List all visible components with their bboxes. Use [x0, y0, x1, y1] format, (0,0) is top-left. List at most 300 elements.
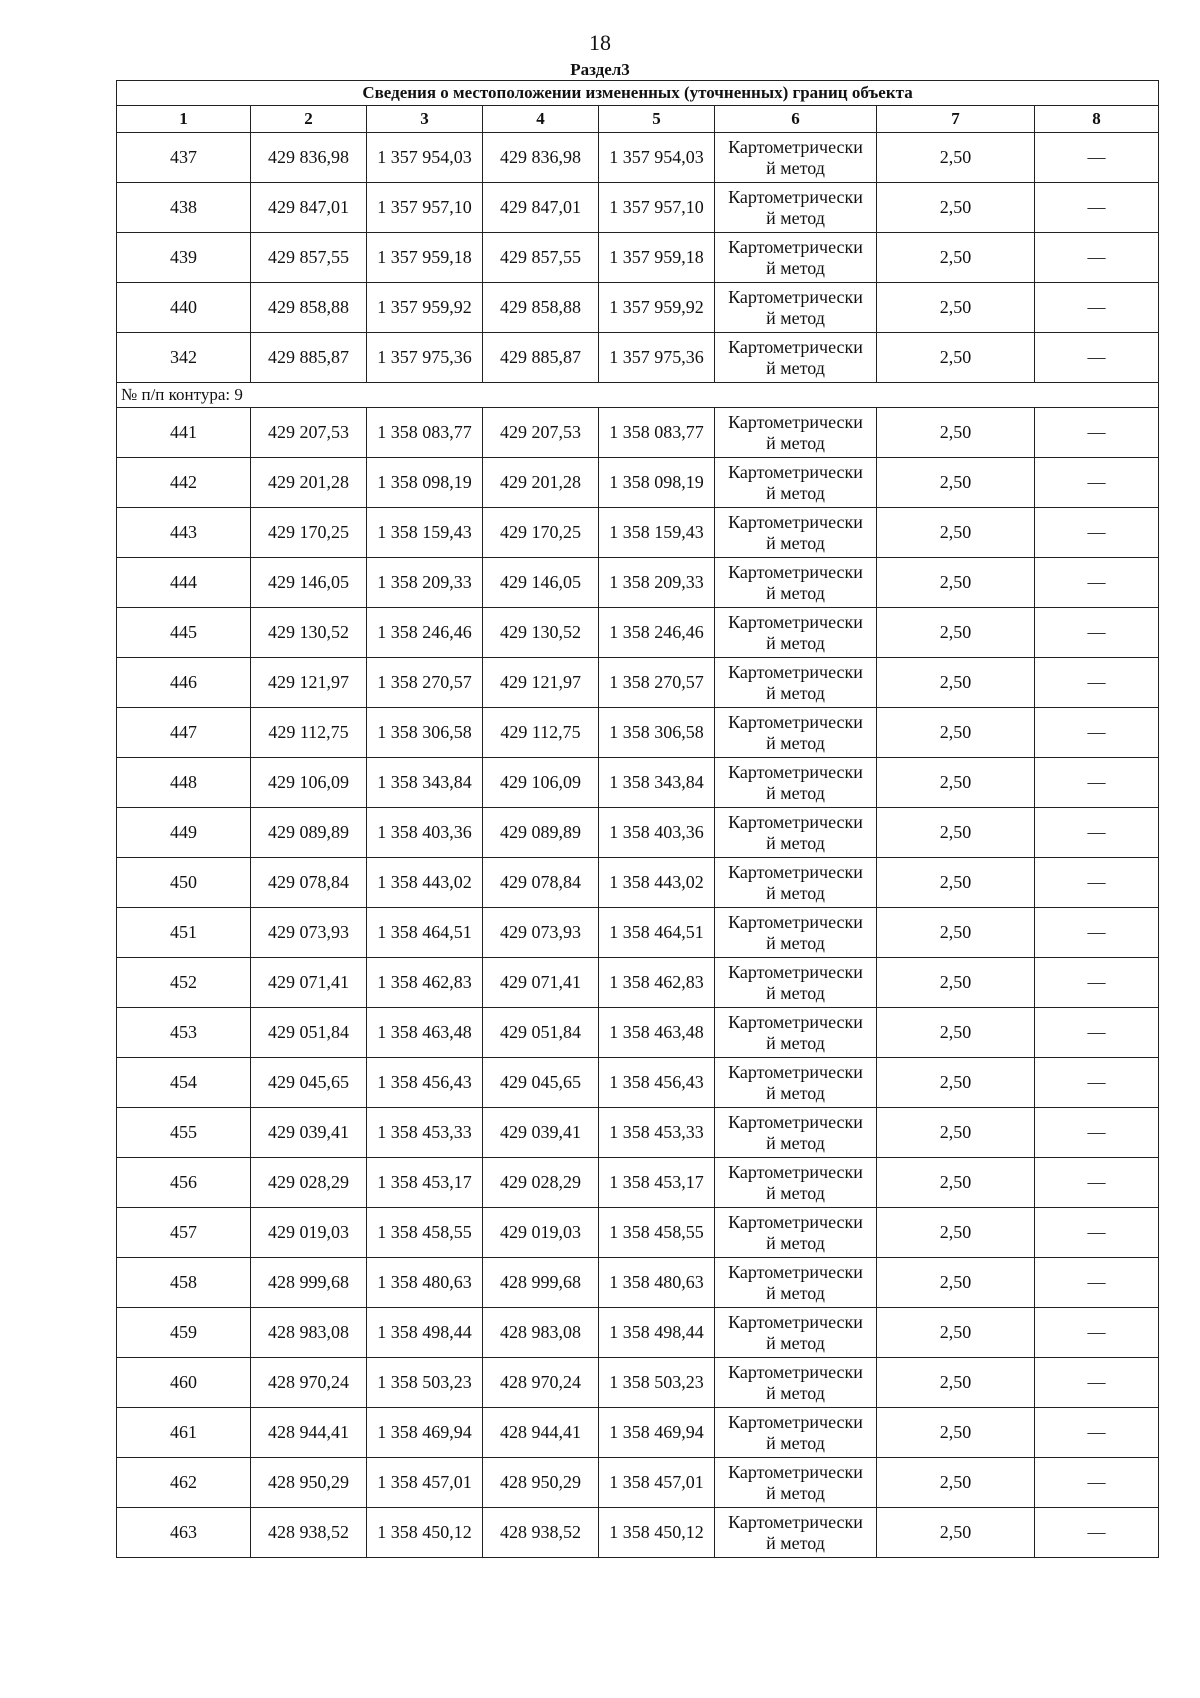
table-cell: 2,50 — [877, 233, 1035, 283]
table-cell: 1 358 343,84 — [367, 758, 483, 808]
table-cell: 2,50 — [877, 508, 1035, 558]
point-number-cell: 458 — [117, 1258, 251, 1308]
column-header: 1 — [117, 106, 251, 133]
point-number-cell: 450 — [117, 858, 251, 908]
table-cell: 1 358 343,84 — [599, 758, 715, 808]
boundary-coordinates-table — [116, 80, 1159, 1558]
table-cell: 429 039,41 — [483, 1108, 599, 1158]
method-text-line1: Картометрически — [728, 1061, 863, 1082]
method-text-line2: й метод — [766, 257, 825, 278]
point-number-cell: 443 — [117, 508, 251, 558]
table-cell: 429 857,55 — [483, 233, 599, 283]
table-cell: 1 357 957,10 — [367, 183, 483, 233]
table-cell: 429 858,88 — [483, 283, 599, 333]
table-cell: 429 051,84 — [483, 1008, 599, 1058]
method-text-line2: й метод — [766, 932, 825, 953]
table-row — [117, 608, 1159, 658]
method-cell — [715, 1008, 877, 1058]
table-cell: 428 950,29 — [251, 1458, 367, 1508]
table-row — [117, 183, 1159, 233]
point-number-cell: 445 — [117, 608, 251, 658]
method-text-line2: й метод — [766, 732, 825, 753]
table-row — [117, 958, 1159, 1008]
table-cell: 429 071,41 — [251, 958, 367, 1008]
table-cell: 429 836,98 — [483, 133, 599, 183]
table-cell: 1 358 498,44 — [367, 1308, 483, 1358]
table-cell: — — [1035, 1358, 1159, 1408]
table-cell: 1 358 503,23 — [367, 1358, 483, 1408]
table-cell: 1 358 462,83 — [599, 958, 715, 1008]
table-cell: 1 358 246,46 — [599, 608, 715, 658]
point-number-cell: 449 — [117, 808, 251, 858]
table-cell: 429 858,88 — [251, 283, 367, 333]
table-cell: 428 944,41 — [251, 1408, 367, 1458]
table-cell: — — [1035, 1408, 1159, 1458]
point-number-cell: 460 — [117, 1358, 251, 1408]
method-text-line2: й метод — [766, 832, 825, 853]
method-cell — [715, 708, 877, 758]
table-row — [117, 1508, 1159, 1558]
point-number-cell: 462 — [117, 1458, 251, 1508]
point-number-cell: 453 — [117, 1008, 251, 1058]
table-cell: 429 051,84 — [251, 1008, 367, 1058]
table-row — [117, 1158, 1159, 1208]
method-cell — [715, 1458, 877, 1508]
table-cell: 1 358 450,12 — [599, 1508, 715, 1558]
table-cell: — — [1035, 1258, 1159, 1308]
table-cell: 1 358 503,23 — [599, 1358, 715, 1408]
method-text-line2: й метод — [766, 1282, 825, 1303]
method-cell — [715, 1358, 877, 1408]
table-cell: — — [1035, 758, 1159, 808]
method-cell — [715, 333, 877, 383]
method-text-line1: Картометрически — [728, 1311, 863, 1332]
method-text-line1: Картометрически — [728, 1511, 863, 1532]
method-cell — [715, 408, 877, 458]
table-row — [117, 333, 1159, 383]
table-cell: 1 358 443,02 — [367, 858, 483, 908]
table-cell: 429 857,55 — [251, 233, 367, 283]
method-text-line1: Картометрически — [728, 711, 863, 732]
table-cell: 1 358 458,55 — [599, 1208, 715, 1258]
table-row — [117, 458, 1159, 508]
table-cell: — — [1035, 1158, 1159, 1208]
table-cell: — — [1035, 1508, 1159, 1558]
table-row — [117, 1358, 1159, 1408]
table-row — [117, 1008, 1159, 1058]
table-cell: — — [1035, 708, 1159, 758]
table-cell: 2,50 — [877, 1458, 1035, 1508]
column-header: 5 — [599, 106, 715, 133]
table-cell: 429 019,03 — [483, 1208, 599, 1258]
table-row — [117, 1458, 1159, 1508]
table-cell: 1 358 306,58 — [367, 708, 483, 758]
method-text-line2: й метод — [766, 1432, 825, 1453]
table-cell: — — [1035, 1108, 1159, 1158]
table-cell: 429 112,75 — [483, 708, 599, 758]
table-cell: 2,50 — [877, 1208, 1035, 1258]
table-cell: 1 358 463,48 — [599, 1008, 715, 1058]
table-cell: 429 885,87 — [251, 333, 367, 383]
method-text-line2: й метод — [766, 782, 825, 803]
table-cell: — — [1035, 458, 1159, 508]
method-text-line1: Картометрически — [728, 1411, 863, 1432]
method-cell — [715, 908, 877, 958]
point-number-cell: 438 — [117, 183, 251, 233]
table-cell: 1 357 954,03 — [599, 133, 715, 183]
point-number-cell: 447 — [117, 708, 251, 758]
method-text-line1: Картометрически — [728, 611, 863, 632]
table-cell: — — [1035, 283, 1159, 333]
column-header: 2 — [251, 106, 367, 133]
table-cell: 2,50 — [877, 958, 1035, 1008]
table-cell: 429 073,93 — [483, 908, 599, 958]
method-text-line2: й метод — [766, 1232, 825, 1253]
table-cell: 2,50 — [877, 558, 1035, 608]
table-cell: 429 146,05 — [251, 558, 367, 608]
method-text-line2: й метод — [766, 882, 825, 903]
method-text-line1: Картометрически — [728, 136, 863, 157]
method-cell — [715, 958, 877, 1008]
column-header: 7 — [877, 106, 1035, 133]
method-text-line2: й метод — [766, 432, 825, 453]
table-cell: 428 938,52 — [251, 1508, 367, 1558]
table-cell: 2,50 — [877, 808, 1035, 858]
table-cell: — — [1035, 1058, 1159, 1108]
table-cell: 429 847,01 — [251, 183, 367, 233]
table-cell: — — [1035, 1458, 1159, 1508]
method-text-line2: й метод — [766, 1132, 825, 1153]
method-text-line2: й метод — [766, 307, 825, 328]
table-cell: 2,50 — [877, 133, 1035, 183]
column-number-row — [117, 106, 1159, 133]
table-cell: 1 358 159,43 — [367, 508, 483, 558]
table-cell: — — [1035, 658, 1159, 708]
table-cell: 1 358 098,19 — [599, 458, 715, 508]
method-text-line1: Картометрически — [728, 561, 863, 582]
table-cell: — — [1035, 558, 1159, 608]
table-body — [117, 133, 1159, 1558]
table-row — [117, 1408, 1159, 1458]
table-cell: 428 938,52 — [483, 1508, 599, 1558]
table-cell: — — [1035, 858, 1159, 908]
method-text-line2: й метод — [766, 632, 825, 653]
point-number-cell: 437 — [117, 133, 251, 183]
table-cell: 429 078,84 — [251, 858, 367, 908]
table-row — [117, 1108, 1159, 1158]
table-cell: 1 358 469,94 — [599, 1408, 715, 1458]
table-cell: 1 357 975,36 — [599, 333, 715, 383]
table-cell: 429 106,09 — [483, 758, 599, 808]
method-text-line1: Картометрически — [728, 1261, 863, 1282]
table-cell: 428 999,68 — [251, 1258, 367, 1308]
method-text-line1: Картометрически — [728, 336, 863, 357]
table-cell: 1 357 959,92 — [599, 283, 715, 333]
table-cell: 1 357 954,03 — [367, 133, 483, 183]
method-text-line1: Картометрически — [728, 236, 863, 257]
table-cell: 2,50 — [877, 1008, 1035, 1058]
table-cell: — — [1035, 958, 1159, 1008]
table-cell: 428 970,24 — [251, 1358, 367, 1408]
table-cell: 1 358 462,83 — [367, 958, 483, 1008]
method-text-line1: Картометрически — [728, 1111, 863, 1132]
table-cell: 429 146,05 — [483, 558, 599, 608]
table-cell: 1 358 209,33 — [599, 558, 715, 608]
method-cell — [715, 283, 877, 333]
page-number: 18 — [589, 30, 611, 55]
table-row — [117, 808, 1159, 858]
method-text-line2: й метод — [766, 1532, 825, 1553]
point-number-cell: 442 — [117, 458, 251, 508]
table-cell: 429 071,41 — [483, 958, 599, 1008]
method-text-line1: Картометрически — [728, 661, 863, 682]
method-cell — [715, 458, 877, 508]
table-cell: 429 121,97 — [251, 658, 367, 708]
table-cell: 1 358 456,43 — [367, 1058, 483, 1108]
table-row — [117, 233, 1159, 283]
table-cell: 2,50 — [877, 283, 1035, 333]
column-header: 3 — [367, 106, 483, 133]
method-text-line1: Картометрически — [728, 1361, 863, 1382]
table-cell: 429 112,75 — [251, 708, 367, 758]
method-cell — [715, 183, 877, 233]
table-row — [117, 408, 1159, 458]
table-cell: 1 358 083,77 — [599, 408, 715, 458]
point-number-cell: 463 — [117, 1508, 251, 1558]
table-cell: 1 358 453,17 — [599, 1158, 715, 1208]
method-text-line1: Картометрически — [728, 186, 863, 207]
method-text-line2: й метод — [766, 1332, 825, 1353]
method-cell — [715, 1058, 877, 1108]
point-number-cell: 342 — [117, 333, 251, 383]
table-cell: 2,50 — [877, 1158, 1035, 1208]
method-text-line2: й метод — [766, 982, 825, 1003]
table-cell: 1 358 403,36 — [367, 808, 483, 858]
table-cell: 1 358 498,44 — [599, 1308, 715, 1358]
table-cell: 429 089,89 — [251, 808, 367, 858]
method-text-line1: Картометрически — [728, 961, 863, 982]
table-cell: 429 130,52 — [483, 608, 599, 658]
table-cell: 1 358 083,77 — [367, 408, 483, 458]
table-cell: 428 950,29 — [483, 1458, 599, 1508]
method-cell — [715, 1108, 877, 1158]
table-cell: 429 130,52 — [251, 608, 367, 658]
table-cell: 2,50 — [877, 1408, 1035, 1458]
table-cell: 1 358 453,33 — [599, 1108, 715, 1158]
method-cell — [715, 1308, 877, 1358]
table-cell: 2,50 — [877, 608, 1035, 658]
method-cell — [715, 1158, 877, 1208]
point-number-cell: 446 — [117, 658, 251, 708]
table-cell: 2,50 — [877, 1058, 1035, 1108]
table-row — [117, 658, 1159, 708]
method-cell — [715, 558, 877, 608]
table-cell: 1 358 159,43 — [599, 508, 715, 558]
table-cell: — — [1035, 333, 1159, 383]
table-cell: 1 358 458,55 — [367, 1208, 483, 1258]
point-number-cell: 452 — [117, 958, 251, 1008]
method-text-line2: й метод — [766, 1082, 825, 1103]
method-cell — [715, 658, 877, 708]
table-cell: — — [1035, 1008, 1159, 1058]
table-cell: 2,50 — [877, 458, 1035, 508]
table-cell: 1 357 959,18 — [367, 233, 483, 283]
table-cell: 1 358 450,12 — [367, 1508, 483, 1558]
table-cell: 1 358 457,01 — [599, 1458, 715, 1508]
table-cell: 2,50 — [877, 1258, 1035, 1308]
method-text-line1: Картометрически — [728, 1011, 863, 1032]
table-cell: 2,50 — [877, 183, 1035, 233]
method-text-line1: Картометрически — [728, 1211, 863, 1232]
table-row — [117, 133, 1159, 183]
table-cell: 1 358 464,51 — [367, 908, 483, 958]
table-cell: 429 106,09 — [251, 758, 367, 808]
table-cell: — — [1035, 408, 1159, 458]
table-cell: 428 944,41 — [483, 1408, 599, 1458]
table-cell: 1 358 403,36 — [599, 808, 715, 858]
section-title: Раздел3 — [570, 60, 630, 79]
table-cell: 429 847,01 — [483, 183, 599, 233]
method-text-line2: й метод — [766, 1482, 825, 1503]
table-cell: 429 207,53 — [483, 408, 599, 458]
method-cell — [715, 1258, 877, 1308]
table-row — [117, 283, 1159, 333]
column-header: 8 — [1035, 106, 1159, 133]
method-text-line2: й метод — [766, 532, 825, 553]
table-cell: 1 358 443,02 — [599, 858, 715, 908]
method-text-line1: Картометрически — [728, 511, 863, 532]
table-cell: 1 358 270,57 — [367, 658, 483, 708]
table-cell: 429 170,25 — [251, 508, 367, 558]
table-cell: 2,50 — [877, 858, 1035, 908]
table-cell: 429 039,41 — [251, 1108, 367, 1158]
method-cell — [715, 1208, 877, 1258]
point-number-cell: 455 — [117, 1108, 251, 1158]
method-text-line2: й метод — [766, 582, 825, 603]
point-number-cell: 457 — [117, 1208, 251, 1258]
method-text-line2: й метод — [766, 357, 825, 378]
table-cell: — — [1035, 608, 1159, 658]
table-cell: 2,50 — [877, 1108, 1035, 1158]
table-cell: 1 358 098,19 — [367, 458, 483, 508]
table-cell: — — [1035, 183, 1159, 233]
method-cell — [715, 1408, 877, 1458]
point-number-cell: 461 — [117, 1408, 251, 1458]
table-row — [117, 708, 1159, 758]
point-number-cell: 456 — [117, 1158, 251, 1208]
table-cell: 428 983,08 — [483, 1308, 599, 1358]
table-cell: 1 357 957,10 — [599, 183, 715, 233]
point-number-cell: 444 — [117, 558, 251, 608]
table-cell: 1 358 480,63 — [367, 1258, 483, 1308]
table-cell: 1 358 246,46 — [367, 608, 483, 658]
table-cell: 429 073,93 — [251, 908, 367, 958]
table-cell: — — [1035, 233, 1159, 283]
method-text-line1: Картометрически — [728, 1461, 863, 1482]
table-cell: 2,50 — [877, 1308, 1035, 1358]
table-cell: 429 885,87 — [483, 333, 599, 383]
table-cell: — — [1035, 133, 1159, 183]
table-caption: Сведения о местоположении измененных (уточненных) границ объекта — [117, 81, 1159, 106]
contour-row — [117, 383, 1159, 408]
point-number-cell: 441 — [117, 408, 251, 458]
table-cell: 2,50 — [877, 758, 1035, 808]
table-row — [117, 1258, 1159, 1308]
table-cell: 428 983,08 — [251, 1308, 367, 1358]
table-cell: 429 836,98 — [251, 133, 367, 183]
method-text-line1: Картометрически — [728, 811, 863, 832]
method-text-line2: й метод — [766, 1382, 825, 1403]
table-cell: 2,50 — [877, 708, 1035, 758]
table-cell: 429 201,28 — [251, 458, 367, 508]
point-number-cell: 448 — [117, 758, 251, 808]
method-text-line1: Картометрически — [728, 286, 863, 307]
table-cell: 2,50 — [877, 333, 1035, 383]
table-row — [117, 858, 1159, 908]
method-text-line1: Картометрически — [728, 411, 863, 432]
table-row — [117, 1208, 1159, 1258]
table-cell: 429 170,25 — [483, 508, 599, 558]
table-row — [117, 558, 1159, 608]
method-cell — [715, 1508, 877, 1558]
method-text-line2: й метод — [766, 482, 825, 503]
contour-label: № п/п контура: 9 — [117, 383, 1159, 408]
table-cell: — — [1035, 908, 1159, 958]
table-cell: 1 358 456,43 — [599, 1058, 715, 1108]
table-cell: 1 358 209,33 — [367, 558, 483, 608]
point-number-cell: 454 — [117, 1058, 251, 1108]
table-cell: 429 207,53 — [251, 408, 367, 458]
method-text-line1: Картометрически — [728, 761, 863, 782]
table-cell: 429 089,89 — [483, 808, 599, 858]
table-cell: 1 358 464,51 — [599, 908, 715, 958]
point-number-cell: 451 — [117, 908, 251, 958]
table-cell: 429 121,97 — [483, 658, 599, 708]
table-cell: 2,50 — [877, 658, 1035, 708]
table-cell: 428 970,24 — [483, 1358, 599, 1408]
table-cell: 1 358 270,57 — [599, 658, 715, 708]
column-header: 4 — [483, 106, 599, 133]
table-cell: 2,50 — [877, 908, 1035, 958]
method-cell — [715, 858, 877, 908]
table-cell: 429 028,29 — [483, 1158, 599, 1208]
method-text-line1: Картометрически — [728, 861, 863, 882]
column-header: 6 — [715, 106, 877, 133]
table-cell: 1 358 306,58 — [599, 708, 715, 758]
point-number-cell: 440 — [117, 283, 251, 333]
table-cell: 2,50 — [877, 1508, 1035, 1558]
table-caption-row — [117, 81, 1159, 106]
table-cell: 1 358 457,01 — [367, 1458, 483, 1508]
table-cell: 2,50 — [877, 1358, 1035, 1408]
method-cell — [715, 508, 877, 558]
table-cell: 1 358 453,17 — [367, 1158, 483, 1208]
table-cell: 429 201,28 — [483, 458, 599, 508]
table-cell: 429 045,65 — [483, 1058, 599, 1108]
method-cell — [715, 608, 877, 658]
table-cell: 428 999,68 — [483, 1258, 599, 1308]
table-cell: 429 078,84 — [483, 858, 599, 908]
method-cell — [715, 758, 877, 808]
method-cell — [715, 133, 877, 183]
table-cell: 429 045,65 — [251, 1058, 367, 1108]
table-cell: — — [1035, 808, 1159, 858]
method-text-line2: й метод — [766, 682, 825, 703]
table-cell: 1 358 453,33 — [367, 1108, 483, 1158]
table-row — [117, 508, 1159, 558]
table-cell: 1 358 463,48 — [367, 1008, 483, 1058]
point-number-cell: 459 — [117, 1308, 251, 1358]
